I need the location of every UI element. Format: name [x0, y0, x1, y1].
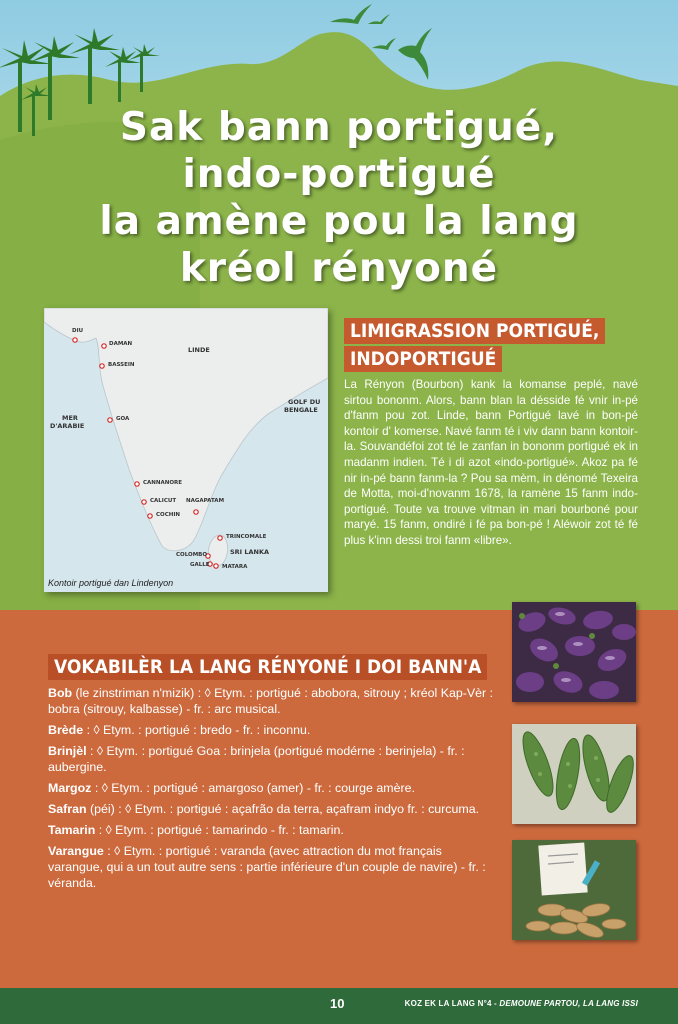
page-title: [0, 104, 678, 292]
map-label-goa: GOA: [116, 416, 130, 422]
heading-line: LIMIGRASSION PORTIGUÉ,: [344, 318, 605, 344]
vocab-definition: : ◊ Etym. : portigué : amargoso (amer) - fr. : courge amère.: [91, 781, 415, 795]
map-label-trincomale: TRINCOMALE: [226, 534, 267, 540]
vocab-term: Brinjèl: [48, 744, 87, 758]
vocab-term: Varangue: [48, 844, 104, 858]
vocab-definition: (péi) : ◊ Etym. : portigué : açafrão da terra, açafram indyo fr. : curcuma.: [86, 802, 480, 816]
bitter-gourd-photo: [512, 724, 636, 824]
map-caption: Kontoir portigué dan Lindenyon: [48, 578, 174, 588]
vocab-entry: [48, 780, 500, 796]
vocab-entry: [48, 685, 500, 717]
vocab-term: Margoz: [48, 781, 92, 795]
vocab-term: Safran: [48, 802, 87, 816]
vocab-term: Bob: [48, 686, 73, 700]
title-line: kréol rényoné: [179, 246, 499, 291]
turmeric-photo: [512, 840, 636, 940]
title-line: la amène pou la lang: [99, 199, 579, 244]
map-label-mer: MER: [62, 414, 78, 422]
heading-line: INDOPORTIGUÉ: [344, 346, 502, 372]
vocab-definition: (le zinstriman n'mizik) : ◊ Etym. : portigué : abobora, sitrouy ; kréol Kap-Vèr : bobra (sitrouy, kalbasse) - fr. : arc musical.: [48, 686, 494, 716]
heading-text: VOKABILÈR LA LANG RÉNYONÉ I DOI BANN'A: [48, 654, 487, 680]
map-label-bassein: BASSEIN: [108, 362, 135, 368]
vocab-definition: : ◊ Etym. : portigué : varanda (avec attraction du mot français varangue, qui a un tout autre sens : partie inférieure d'un couple de navire) - fr. : véranda.: [48, 844, 486, 890]
section-heading-vokabiler: [48, 654, 487, 680]
map-label-golf: GOLF DU: [288, 398, 321, 406]
vocab-entry: [48, 801, 500, 817]
map-label-srilanka: SRI LANKA: [230, 548, 270, 556]
map-label-cochin: COCHIN: [156, 512, 181, 518]
map-label-calicut: CALICUT: [150, 498, 177, 504]
map-label-cannanore: CANNANORE: [143, 480, 183, 486]
footer-series: [405, 999, 638, 1008]
series-label: KOZ EK LA LANG N°4 -: [404, 999, 500, 1008]
vocab-definition: : ◊ Etym. : portigué Goa : brinjela (portigué modérne : berinjela) - fr. : aubergine.: [48, 744, 465, 774]
vocab-entry: [48, 822, 500, 838]
map-label-daman: DAMAN: [109, 341, 133, 347]
map-label-galle: GALLE: [190, 562, 210, 568]
vocab-entry: [48, 843, 500, 891]
series-subtitle: DEMOUNE PARTOU, LA LANG ISSI: [499, 999, 638, 1008]
map-label-bengale: BENGALE: [284, 406, 318, 414]
section-heading-limigrassion: [344, 318, 634, 374]
vocab-entry: [48, 722, 500, 738]
vocab-term: Tamarin: [48, 823, 96, 837]
vocab-term: Brède: [48, 723, 84, 737]
map-label-matara: MATARA: [222, 564, 248, 570]
title-line: Sak bann portigué,: [119, 105, 559, 150]
map-label-nagapatam: NAGAPATAM: [186, 498, 225, 504]
map-label-linde: LINDE: [188, 346, 210, 354]
title-line: indo-portigué: [182, 152, 496, 197]
india-map: [44, 308, 328, 592]
map-label-arabie: D'ARABIE: [50, 422, 85, 430]
vocab-definition: : ◊ Etym. : portigué : tamarindo - fr. : tamarin.: [95, 823, 344, 837]
map-label-diu: DIU: [72, 328, 84, 334]
map-label-colombo: COLOMBO: [176, 552, 208, 558]
vocab-entry: [48, 743, 500, 775]
vocab-definition: : ◊ Etym. : portigué : bredo - fr. : inconnu.: [83, 723, 311, 737]
page-number: 10: [330, 996, 345, 1011]
eggplant-photo: [512, 602, 636, 702]
vocab-list: [48, 685, 500, 896]
intro-paragraph: La Rényon (Bourbon) kank la komanse peplé, navé sirtou bononm. Alors, bann blan la désside fé vnir in-pé d'fanm pou zot. Linde, bann Portigué lavé in bon-pé kontoir d' komerse. Navé fanm té i viv dann bann kontoir-la. Souvandéfoi zot té le zanfan in bononm portigué ek in madanm indien. Té i di azot «indo-portigué». Akoz pa fé nir in-pé bann fanm-la ? Pou sa mèm, in dénomé Texeira de Motta, moi-d'novanm 1678, la ramène 15 fanm indo-portigué. Toute va trouve vitman in mari bourboné pour maryé. 15 fanm, ondiré i fé pa bon-pé ! Aléwoir zot té fé plus k'inn dessi troi fanm «libre».: [344, 378, 638, 547]
